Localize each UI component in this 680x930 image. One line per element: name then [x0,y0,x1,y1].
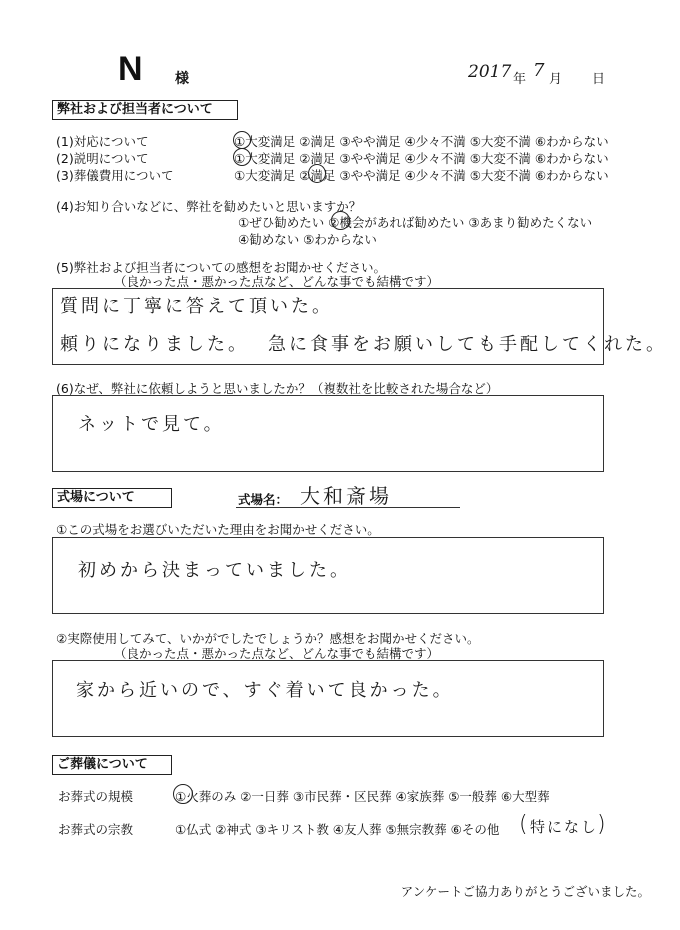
religion-other-close-paren: ) [597,812,606,837]
q5-sublabel: （良かった点・悪かった点など、どんな事でも結構です） [114,274,440,289]
q1-selection-circle [233,131,251,149]
q3-label: (3)葬儀費用について [56,168,174,183]
date-day-unit: 日 [592,72,606,87]
date-month: 7 [533,60,545,81]
q5-label: (5)弊社および担当者についての感想をお聞かせください。 [56,260,386,275]
q2-options[interactable]: ①大変満足 ②満足 ③やや満足 ④少々不満 ⑤大変不満 ⑥わからない [234,151,609,166]
religion-label: お葬式の宗教 [58,822,134,837]
footer-thanks: アンケートご協力ありがとうございました。 [400,884,650,899]
q2-label: (2)説明について [56,151,149,166]
q4-label: (4)お知り合いなどに、弊社を勧めたいと思いますか？ [56,199,362,214]
religion-options[interactable]: ①仏式 ②神式 ③キリスト教 ④友人葬 ⑤無宗教葬 ⑥その他 [175,822,500,837]
honorific: 様 [175,71,189,87]
scale-selection-circle [173,784,193,804]
q4-selection-circle [331,211,350,230]
date-year-unit: 年 [513,72,527,87]
venue-label: 式場名： [238,492,289,507]
section-title-company: 弊社および担当者について [52,100,238,120]
recipient-name: N [118,50,143,88]
venue-q2-answer: 家から近いので、すぐ着いて良かった。 [76,680,454,701]
venue-name-underline [236,507,460,508]
date-month-unit: 月 [549,72,563,87]
section-title-funeral: ご葬儀について [52,755,172,775]
q4-options-line1[interactable]: ①ぜひ勧めたい ②機会があれば勧めたい ③あまり勧めたくない [238,215,593,230]
venue-name: 大和斎場 [300,484,392,508]
q3-selection-circle [308,164,326,183]
q1-options[interactable]: ①大変満足 ②満足 ③やや満足 ④少々不満 ⑤大変不満 ⑥わからない [234,134,609,149]
q3-options[interactable]: ①大変満足 ②満足 ③やや満足 ④少々不満 ⑤大変不満 ⑥わからない [234,168,609,183]
q5-answer-line2: 頼りになりました。 [60,334,249,355]
q6-label: (6)なぜ、弊社に依頼しようと思いましたか？（複数社を比較された場合など） [56,381,499,396]
q5-answer-line1: 質問に丁寧に答えて頂いた。 [60,296,333,317]
date-year: 2017 [468,62,512,82]
section-title-venue: 式場について [52,488,172,508]
q2-selection-circle [233,148,251,166]
q1-label: (1)対応について [56,134,149,149]
religion-other-open-paren: ( [519,812,528,837]
scale-label: お葬式の規模 [58,789,134,804]
venue-q1-label: ①この式場をお選びいただいた理由をお聞かせください。 [56,522,380,537]
scale-options[interactable]: ①火葬のみ ②一日葬 ③市民葬・区民葬 ④家族葬 ⑤一般葬 ⑥大型葬 [175,789,550,804]
venue-q2-label: ②実際使用してみて、いかがでしたでしょうか？感想をお聞かせください。 [56,631,480,646]
q5-answer-line3: 急に食事をお願いしても手配してくれた。 [268,334,667,355]
religion-other-text: 特になし [530,818,599,836]
q6-answer: ネットで見て。 [78,414,225,435]
venue-q1-answer: 初めから決まっていました。 [78,560,351,581]
q4-options-line2[interactable]: ④勧めない ⑤わからない [238,232,377,247]
venue-q2-sublabel: （良かった点・悪かった点など、どんな事でも結構です） [114,646,440,661]
